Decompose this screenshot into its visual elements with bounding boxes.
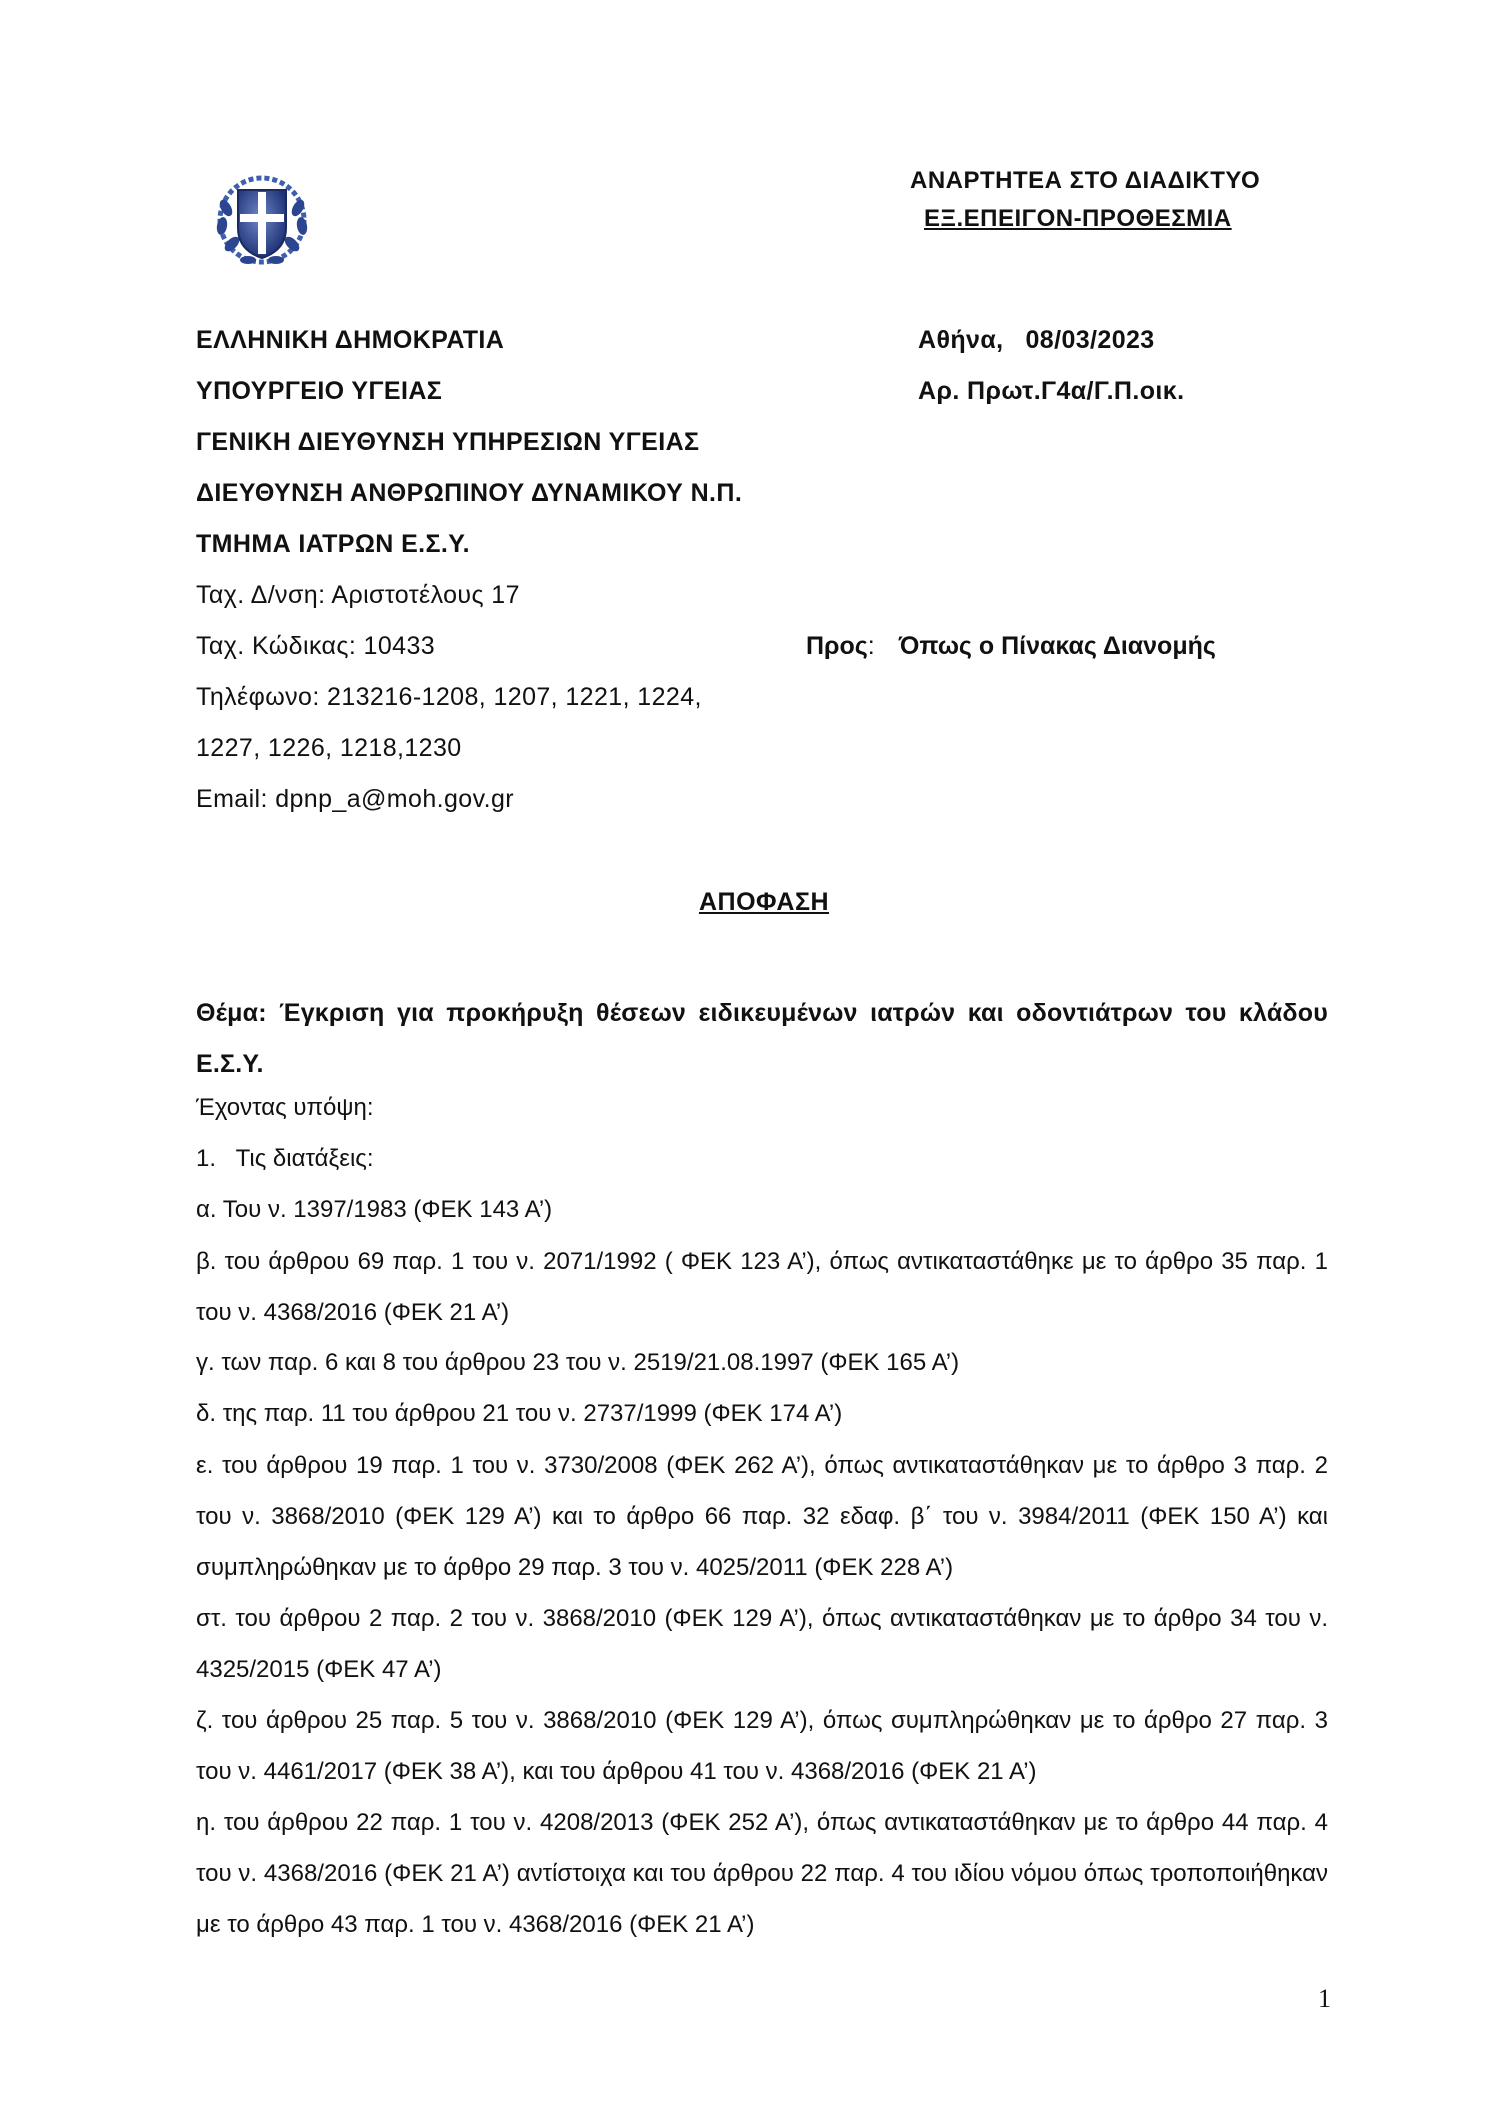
recipient-label: Προς — [806, 632, 868, 660]
recipient-colon: : — [867, 632, 875, 660]
provision-e: ε. του άρθρου 19 παρ. 1 του ν. 3730/2008 (ΦΕΚ 262 Α’), όπως αντικαταστάθηκαν με το άρθρο 3 παρ. 2 του ν. 3868/2010 (ΦΕΚ 129 Α’) και το άρθρο 66 παρ. 32 εδαφ. β΄ του ν. 3984/2011 (ΦΕΚ 150 Α’) και συμπληρώθηκαν με το άρθρο 29 παρ. 3 του ν. 4025/2011 (ΦΕΚ 228 Α’) — [196, 1452, 1328, 1581]
sender-line-2: ΥΠΟΥΡΓΕΙΟ ΥΓΕΙΑΣ — [196, 377, 443, 405]
posting-notice — [910, 162, 1260, 238]
document-date: Αθήνα, 08/03/2023 — [918, 326, 1155, 354]
body-intro: Έχοντας υπόψη: — [196, 1094, 374, 1121]
provision-h: η. του άρθρου 22 παρ. 1 του ν. 4208/2013 (ΦΕΚ 252 Α’), όπως αντικαταστάθηκαν με το άρθρο 44 παρ. 4 του ν. 4368/2016 (ΦΕΚ 21 Α’) αντίστοιχα και του άρθρου 22 παρ. 4 του ιδίου νόμου όπως τροποποιήθηκαν με το άρθρο 43 παρ. 1 του ν. 4368/2016 (ΦΕΚ 21 Α’) — [196, 1809, 1328, 1938]
protocol-number: Αρ. Πρωτ.Γ4α/Γ.Π.οικ. — [918, 377, 1185, 405]
sender-postcode: Ταχ. Κώδικας: 10433 — [196, 632, 436, 660]
sender-line-4: ΔΙΕΥΘΥΝΣΗ ΑΝΘΡΩΠΙΝΟΥ ΔΥΝΑΜΙΚΟΥ Ν.Π. — [196, 479, 743, 507]
decision-title: ΑΠΟΦΑΣΗ — [698, 888, 829, 916]
subject: Θέμα: Έγκριση για προκήρυξη θέσεων ειδικευμένων ιατρών και οδοντιάτρων του κλάδου Ε.Σ.Υ. — [196, 999, 1328, 1078]
recipient-block — [806, 632, 1216, 661]
provision-c: γ. των παρ. 6 και 8 του άρθρου 23 του ν. 2519/21.08.1997 (ΦΕΚ 165 Α’) — [196, 1349, 960, 1376]
sender-phone-2: 1227, 1226, 1218,1230 — [196, 734, 462, 762]
sender-phone-1: Τηλέφωνο: 213216-1208, 1207, 1221, 1224, — [196, 683, 702, 711]
provision-a: α. Του ν. 1397/1983 (ΦΕΚ 143 Α’) — [196, 1196, 553, 1223]
page-number: 1 — [1318, 1984, 1331, 2013]
notice-line-1: ΑΝΑΡΤΗΤΕΑ ΣΤΟ ΔΙΑΔΙΚΤΥΟ — [910, 167, 1261, 194]
provision-b: β. του άρθρου 69 παρ. 1 του ν. 2071/1992 ( ΦΕΚ 123 Α’), όπως αντικαταστάθηκε με το άρθρο 35 παρ. 1 του ν. 4368/2016 (ΦΕΚ 21 Α’) — [196, 1248, 1328, 1326]
sender-line-5: ΤΜΗΜΑ ΙΑΤΡΩΝ Ε.Σ.Υ. — [196, 530, 470, 558]
provision-d: δ. της παρ. 11 του άρθρου 21 του ν. 2737/1999 (ΦΕΚ 174 Α’) — [196, 1400, 843, 1427]
provision-st: στ. του άρθρου 2 παρ. 2 του ν. 3868/2010 (ΦΕΚ 129 Α’), όπως αντικαταστάθηκαν με το άρθρο 34 του ν. 4325/2015 (ΦΕΚ 47 Α’) — [196, 1605, 1328, 1683]
sender-line-3: ΓΕΝΙΚΗ ΔΙΕΥΘΥΝΣΗ ΥΠΗΡΕΣΙΩΝ ΥΓΕΙΑΣ — [196, 428, 700, 456]
sender-line-1: ΕΛΛΗΝΙΚΗ ΔΗΜΟΚΡΑΤΙΑ — [196, 326, 505, 354]
provision-z: ζ. του άρθρου 25 παρ. 5 του ν. 3868/2010 (ΦΕΚ 129 Α’), όπως συμπληρώθηκαν με το άρθρο 27 παρ. 3 του ν. 4461/2017 (ΦΕΚ 38 Α’), και του άρθρου 41 του ν. 4368/2016 (ΦΕΚ 21 Α’) — [196, 1707, 1328, 1785]
sender-address: Ταχ. Δ/νση: Αριστοτέλους 17 — [196, 581, 520, 609]
sender-email: Email: dpnp_a@moh.gov.gr — [196, 785, 515, 813]
greek-coat-of-arms-icon — [212, 168, 312, 268]
body-item-1: 1. Τις διατάξεις: — [196, 1145, 374, 1172]
recipient-value: Όπως ο Πίνακας Διανομής — [898, 632, 1216, 660]
notice-line-2: ΕΞ.ΕΠΕΙΓΟΝ-ΠΡΟΘΕΣΜΙΑ — [924, 205, 1232, 232]
